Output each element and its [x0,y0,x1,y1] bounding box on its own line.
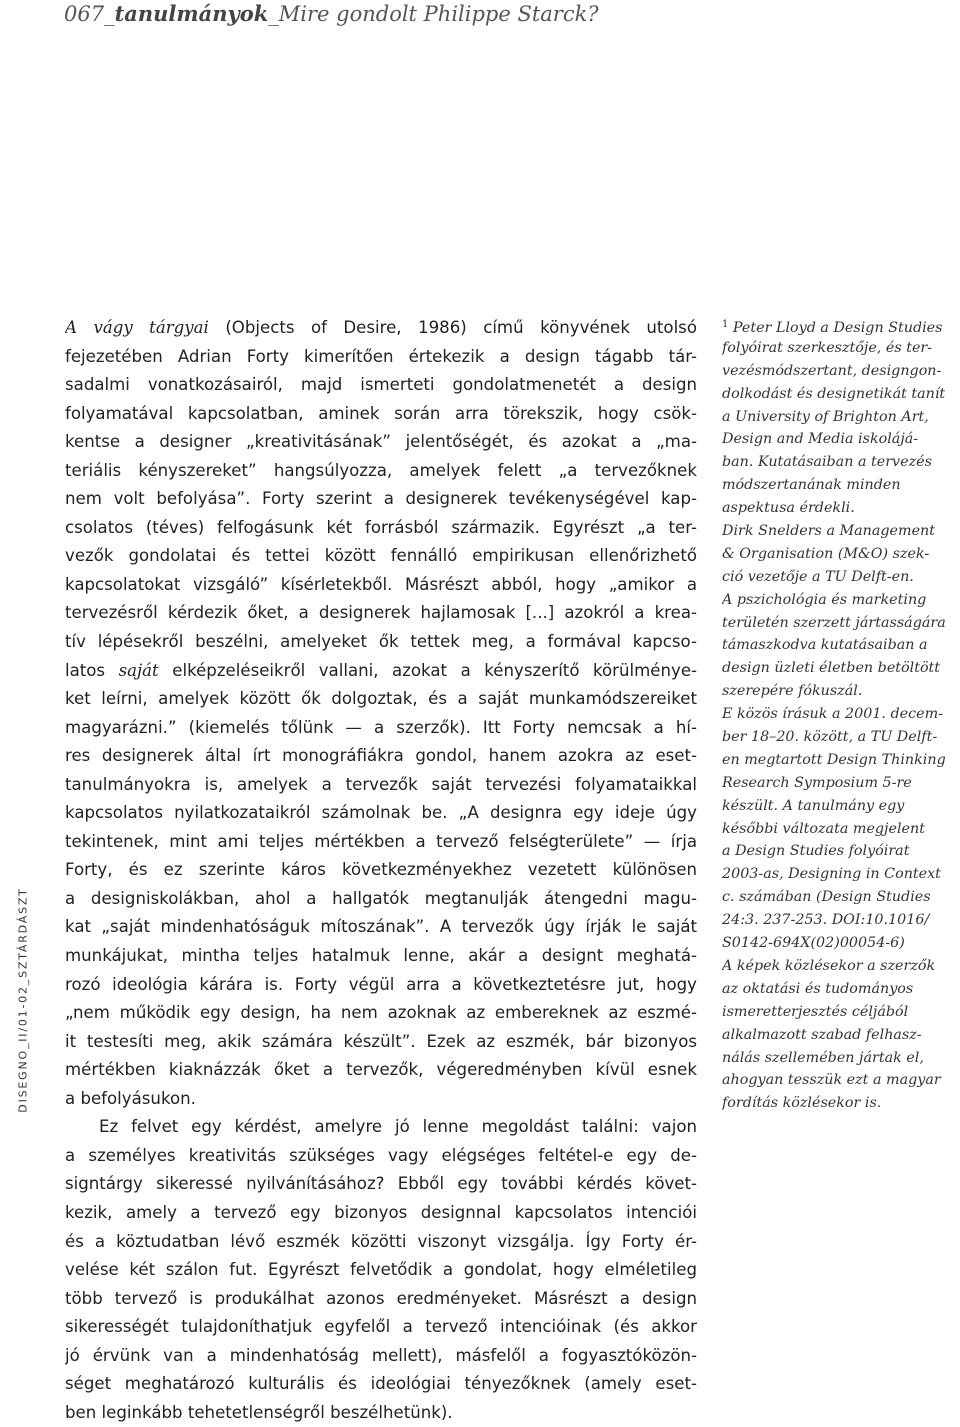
note-line: aspektusa érdekli. [722,500,855,517]
note-line: c. számában (Design Studies [722,889,931,906]
emphasis: saját [118,660,159,680]
note-line: későbbi változata megjelent [722,820,925,837]
body-line: A vágy tárgyai (Objects of Desire, 1986) című könyvének utolsó [65,318,697,337]
margin-notes [722,314,958,1115]
body-line: fejezetében Adrian Forty kimerítően értekezik a design tágabb tár- [65,346,697,366]
note-line: fordítás közlésekor is. [722,1095,882,1112]
body-line: teriális kényszereket” hangsúlyozza, amelyek felett „a tervezőknek [65,460,697,480]
note-line: ahogyan tesszük ezt a magyar [722,1072,941,1089]
body-line: rozó ideológia kárára is. Forty végül arra a következtetésre jut, hogy [65,974,697,994]
body-line: it testesíti meg, akik számára készült”. Ezek az eszmék, bár bizonyos [65,1031,697,1051]
body-line: signtárgy sikeressé nyilvánításához? Ebből egy további kérdés követ- [65,1174,697,1194]
note-line: dolkodást és designetikát tanít [722,385,946,402]
note-line: a University of Brighton Art, [722,408,929,425]
note-line: S0142-694X(02)00054-6) [722,935,905,952]
note-line: E közös írásuk a 2001. decem- [722,706,943,723]
body-line: a személyes kreativitás szükséges vagy elégséges feltétel-e egy de- [65,1145,697,1165]
body-line: ket leírni, amelyek között ők dolgoztak, és a saját munkamódszereiket [65,689,697,709]
note-line: Research Symposium 5-re [722,774,912,791]
note-line: területén szerzett jártasságára [722,614,946,631]
note-line: vezésmódszertant, designgon- [722,362,942,379]
body-line: kat „saját mindenhatóságuk mítoszának”. A tervezők úgy írják le saját [65,917,697,937]
header-page-number: 067_ [64,2,115,26]
body-line: tanulmányokra is, amelyek a tervezők saját tervezési folyamataikkal [65,774,697,794]
note-line: en megtartott Design Thinking [722,751,946,768]
body-line: kapcsolatos nyilatkozataikról számolnak be. „A designra egy ideje úgy [65,803,697,823]
note-line: $^1$ Peter Lloyd a Design Studies [722,319,943,336]
note-line: A pszichológia és marketing [722,591,927,608]
footnote-marker: 1 [722,319,729,330]
note-line: folyóirat szerkesztője, és ter- [722,339,933,356]
body-line: „nem működik egy design, ha nem azoknak az embereknek az eszmé- [65,1003,697,1023]
article-body [65,314,697,1427]
book-title: A vágy tárgyai [65,318,209,337]
note-line: Design and Media iskolájá- [722,431,919,448]
body-line: kapcsolatokat vizsgáló” kísérletekből. Másrészt abból, hogy „amikor a [65,574,697,594]
body-line: folyamatával kapcsolatban, aminek során arra törekszik, hogy csök- [65,403,697,423]
body-line: kentse a designer „kreativitásának” jelentőségét, és azokat a „ma- [65,432,697,452]
body-line: több tervező is produkálhat azonos eredményeket. Másrészt a design [65,1288,697,1308]
note-line: 24:3. 237-253. DOI:10.1016/ [722,912,930,929]
body-line: mértékben kiaknázzák őket a tervezők, végeredményben kívül esnek [65,1060,697,1080]
body-line: és a köztudatban lévő eszmék közötti viszonyt vizsgálja. Így Forty ér- [65,1231,697,1251]
note-line: ció vezetője a TU Delft-en. [722,568,914,585]
body-line: a befolyásukon. [65,1088,196,1108]
note-line: ban. Kutatásaiban a tervezés [722,454,932,471]
body-line: nem volt befolyása”. Forty szerint a designerek tevékenységével kap- [65,489,697,509]
body-line: munkájukat, mintha teljes hatalmuk lenne, akár a designt meghatá- [65,946,697,966]
body-line: kezik, amely a tervező egy bizonyos designnal kapcsolatos intenciói [65,1202,697,1222]
body-line: latos saját elképzeléseikről vallani, azokat a kényszerítő körülménye- [65,660,697,680]
note-line: szerepére fókuszál. [722,683,863,700]
running-header [64,0,599,28]
journal-side-label: DISEGNO_II/01-02_SZTÁRDÁSZT [16,887,30,1113]
note-line: design üzleti életben betöltött [722,660,941,677]
body-line: velése két szálon fut. Egyrészt felvetődik a gondolat, hogy elméletileg [65,1260,697,1280]
body-line: Ez felvet egy kérdést, amelyre jó lenne megoldást találni: vajon [99,1117,697,1137]
note-line: a Design Studies folyóirat [722,843,910,860]
body-line: sadalmi vonatkozásairól, majd ismerteti gondolatmenetét a design [65,375,697,395]
note-line: módszertanának minden [722,477,901,494]
note-line: & Organisation (M&O) szek- [722,545,930,562]
body-line: res designerek által írt monográfiákra gondol, hanem azokra az eset- [65,746,697,766]
body-line: séget meghatározó kulturális és ideológiai tényezőknek (amely eset- [65,1374,697,1394]
body-line: vezők gondolatai és tettei között fennálló empirikusan ellenőrizhető [65,546,697,566]
body-line: Forty, és ez szerinte káros következményekhez vezetett különösen [65,860,697,880]
header-section: tanulmányok [114,1,269,26]
note-line: készült. A tanulmány egy [722,797,905,814]
body-line: tekintenek, mint ami teljes mértékben a tervező felségterülete” — írja [65,831,697,851]
note-line: alkalmazott szabad felhasz- [722,1026,922,1043]
note-line: Dirk Snelders a Management [722,523,935,540]
body-line: tív lépésekről beszélni, amelyeket ők tettek meg, a formával kapcso- [65,632,697,652]
note-line: az oktatási és tudományos [722,980,914,997]
body-line: a designiskolákban, ahol a hallgatók megtanulják átengedni magu- [65,888,697,908]
body-line: sikerességét tulajdoníthatjuk egyfelől a tervező intencióinak (és akkor [65,1317,697,1337]
note-line: nálás szellemében jártak el, [722,1049,924,1066]
note-line: ismeretterjesztés céljából [722,1003,909,1020]
note-line: A képek közlésekor a szerzők [722,957,936,974]
body-line: jó érvünk van a mindenhatóság mellett), másfelől a fogyasztóközön- [65,1345,697,1365]
note-line: 2003-as, Designing in Context [722,866,941,883]
body-line: csolatos (téves) felfogásunk két forrásból származik. Egyrészt „a ter- [65,517,697,537]
header-title: _Mire gondolt Philippe Starck? [268,2,599,26]
body-line: tervezésről kérdezik őket, a designerek hajlamosak [...] azokról a krea- [65,603,697,623]
note-line: támaszkodva kutatásaiban a [722,637,928,654]
body-line: magyarázni.” (kiemelés tőlünk — a szerzők). Itt Forty nemcsak a hí- [65,717,697,737]
body-line: ben leginkább tehetetlenségről beszélhetünk). [65,1402,453,1422]
note-line: ber 18–20. között, a TU Delft- [722,729,938,746]
